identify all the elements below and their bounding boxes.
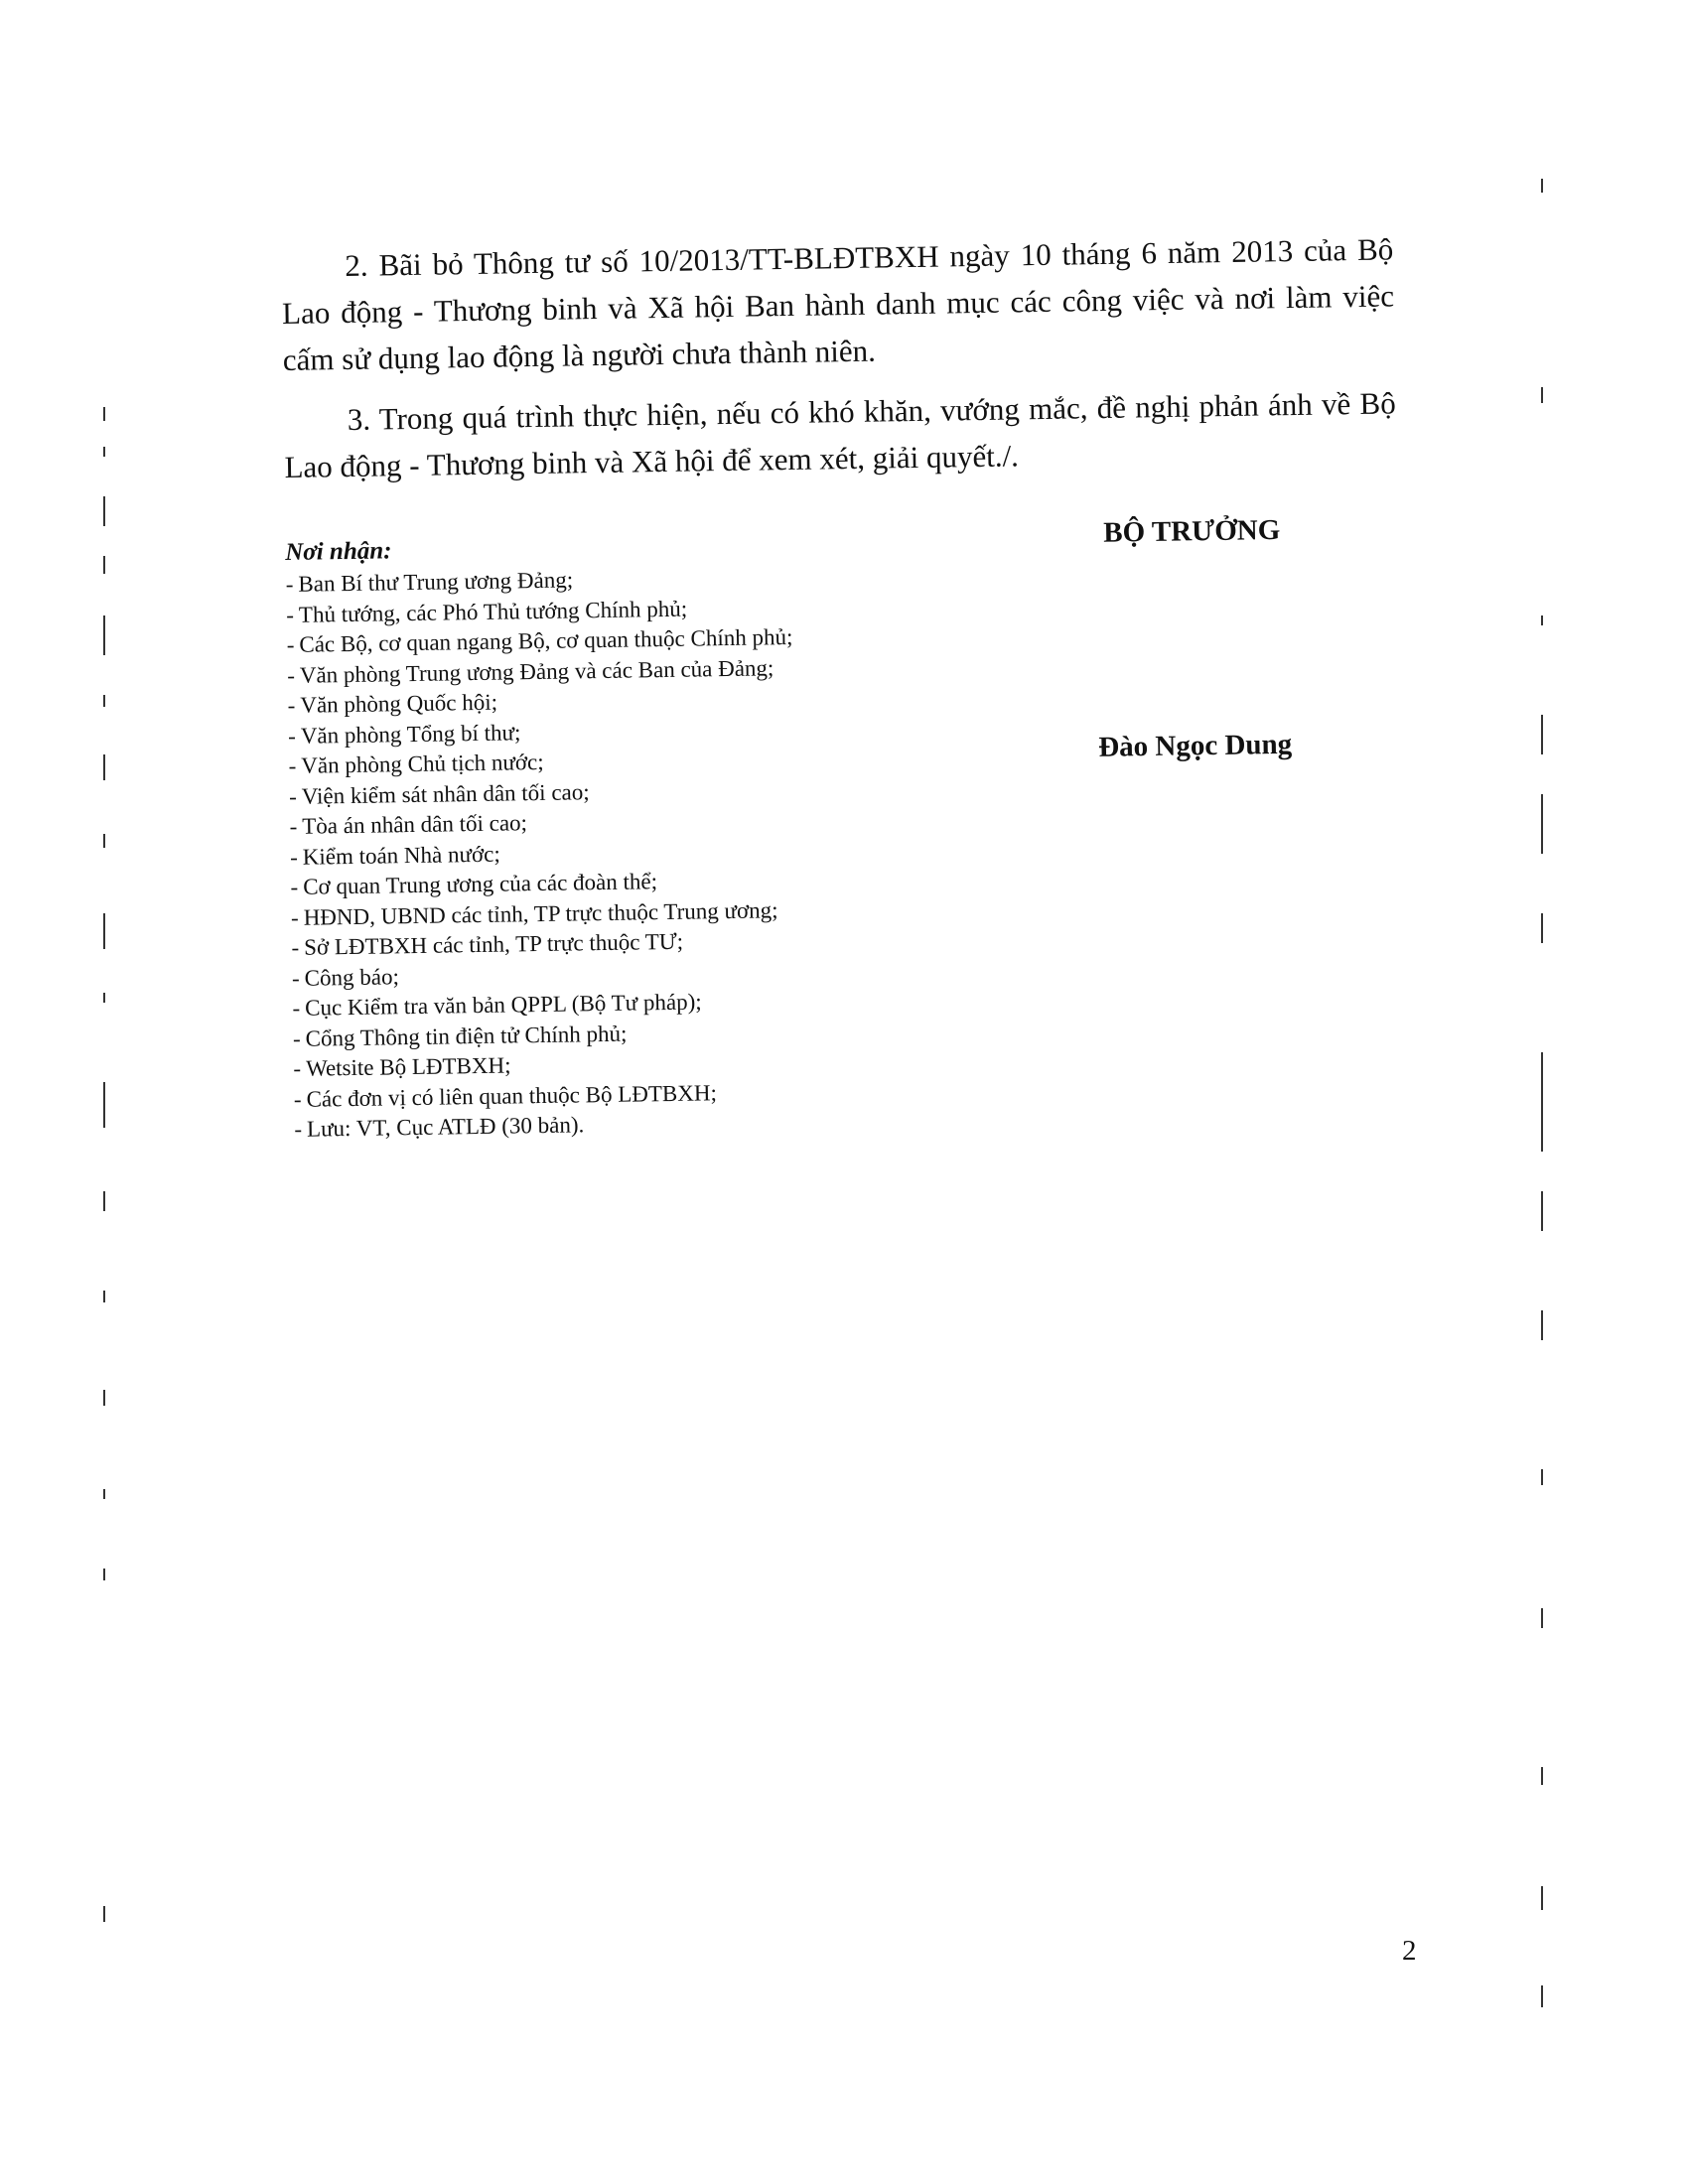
recipient-item: - Văn phòng Chủ tịch nước; — [288, 749, 544, 778]
recipient-item: - Tòa án nhân dân tối cao; — [289, 810, 528, 839]
signer-name: Đào Ngọc Dung — [1097, 728, 1293, 763]
recipient-item: - Các đơn vị có liên quan thuộc Bộ LĐTBXH; — [293, 1079, 718, 1112]
recipient-item: - Ban Bí thư Trung ương Đảng; — [285, 567, 574, 597]
recipients-list — [286, 559, 1010, 1146]
signature-block — [1023, 511, 1364, 766]
paragraph-repeal: 2. Bãi bỏ Thông tư số 10/2013/TT-BLĐTBXH ngày 10 tháng 6 năm 2013 của Bộ Lao động - Thương binh và Xã hội Ban hành danh mục các công việc và nơi làm việc cấm sử dụng lao động là người chưa thành niên. — [281, 231, 1395, 377]
recipient-item: - Viện kiểm sát nhân dân tối cao; — [288, 778, 590, 809]
recipient-item: - Văn phòng Tổng bí thư; — [287, 719, 521, 749]
recipient-item: - Kiểm toán Nhà nước; — [289, 841, 500, 870]
recipient-item: - HĐND, UBND các tỉnh, TP trực thuộc Trung ương; — [290, 896, 778, 930]
left-scan-edge — [103, 99, 107, 2035]
recipient-item: - Cơ quan Trung ương của các đoàn thể; — [290, 869, 658, 899]
recipient-item: - Cổng Thông tin điện tử Chính phủ; — [292, 1021, 628, 1051]
recipient-item: - Công báo; — [291, 963, 400, 991]
recipient-item: - Các Bộ, cơ quan ngang Bộ, cơ quan thuộc Chính phủ; — [286, 623, 793, 657]
recipients-title: Nơi nhận: — [285, 537, 392, 566]
recipients-block — [285, 525, 1010, 1146]
recipient-item: - Wetsite Bộ LĐTBXH; — [293, 1052, 511, 1081]
recipient-item: - Sở LĐTBXH các tỉnh, TP trực thuộc TƯ; — [291, 928, 684, 960]
page-number: 2 — [1402, 1935, 1417, 1967]
document-body — [281, 225, 1397, 504]
recipient-item: - Văn phòng Quốc hội; — [287, 689, 498, 718]
recipient-item: - Cục Kiểm tra văn bản QPPL (Bộ Tư pháp); — [292, 989, 702, 1021]
recipient-item: - Thủ tướng, các Phó Thủ tướng Chính phủ; — [286, 596, 688, 627]
right-scan-edge — [1541, 99, 1545, 2035]
recipient-item: - Lưu: VT, Cục ATLĐ (30 bản). — [294, 1112, 585, 1142]
paragraph-feedback: 3. Trong quá trình thực hiện, nếu có khó khăn, vướng mắc, đề nghị phản ánh về Bộ Lao động - Thương binh và Xã hội để xem xét, giải quyết./. — [284, 385, 1396, 484]
recipient-item: - Văn phòng Trung ương Đảng và các Ban của Đảng; — [287, 654, 774, 688]
signer-title: BỘ TRƯỞNG — [1102, 513, 1281, 549]
